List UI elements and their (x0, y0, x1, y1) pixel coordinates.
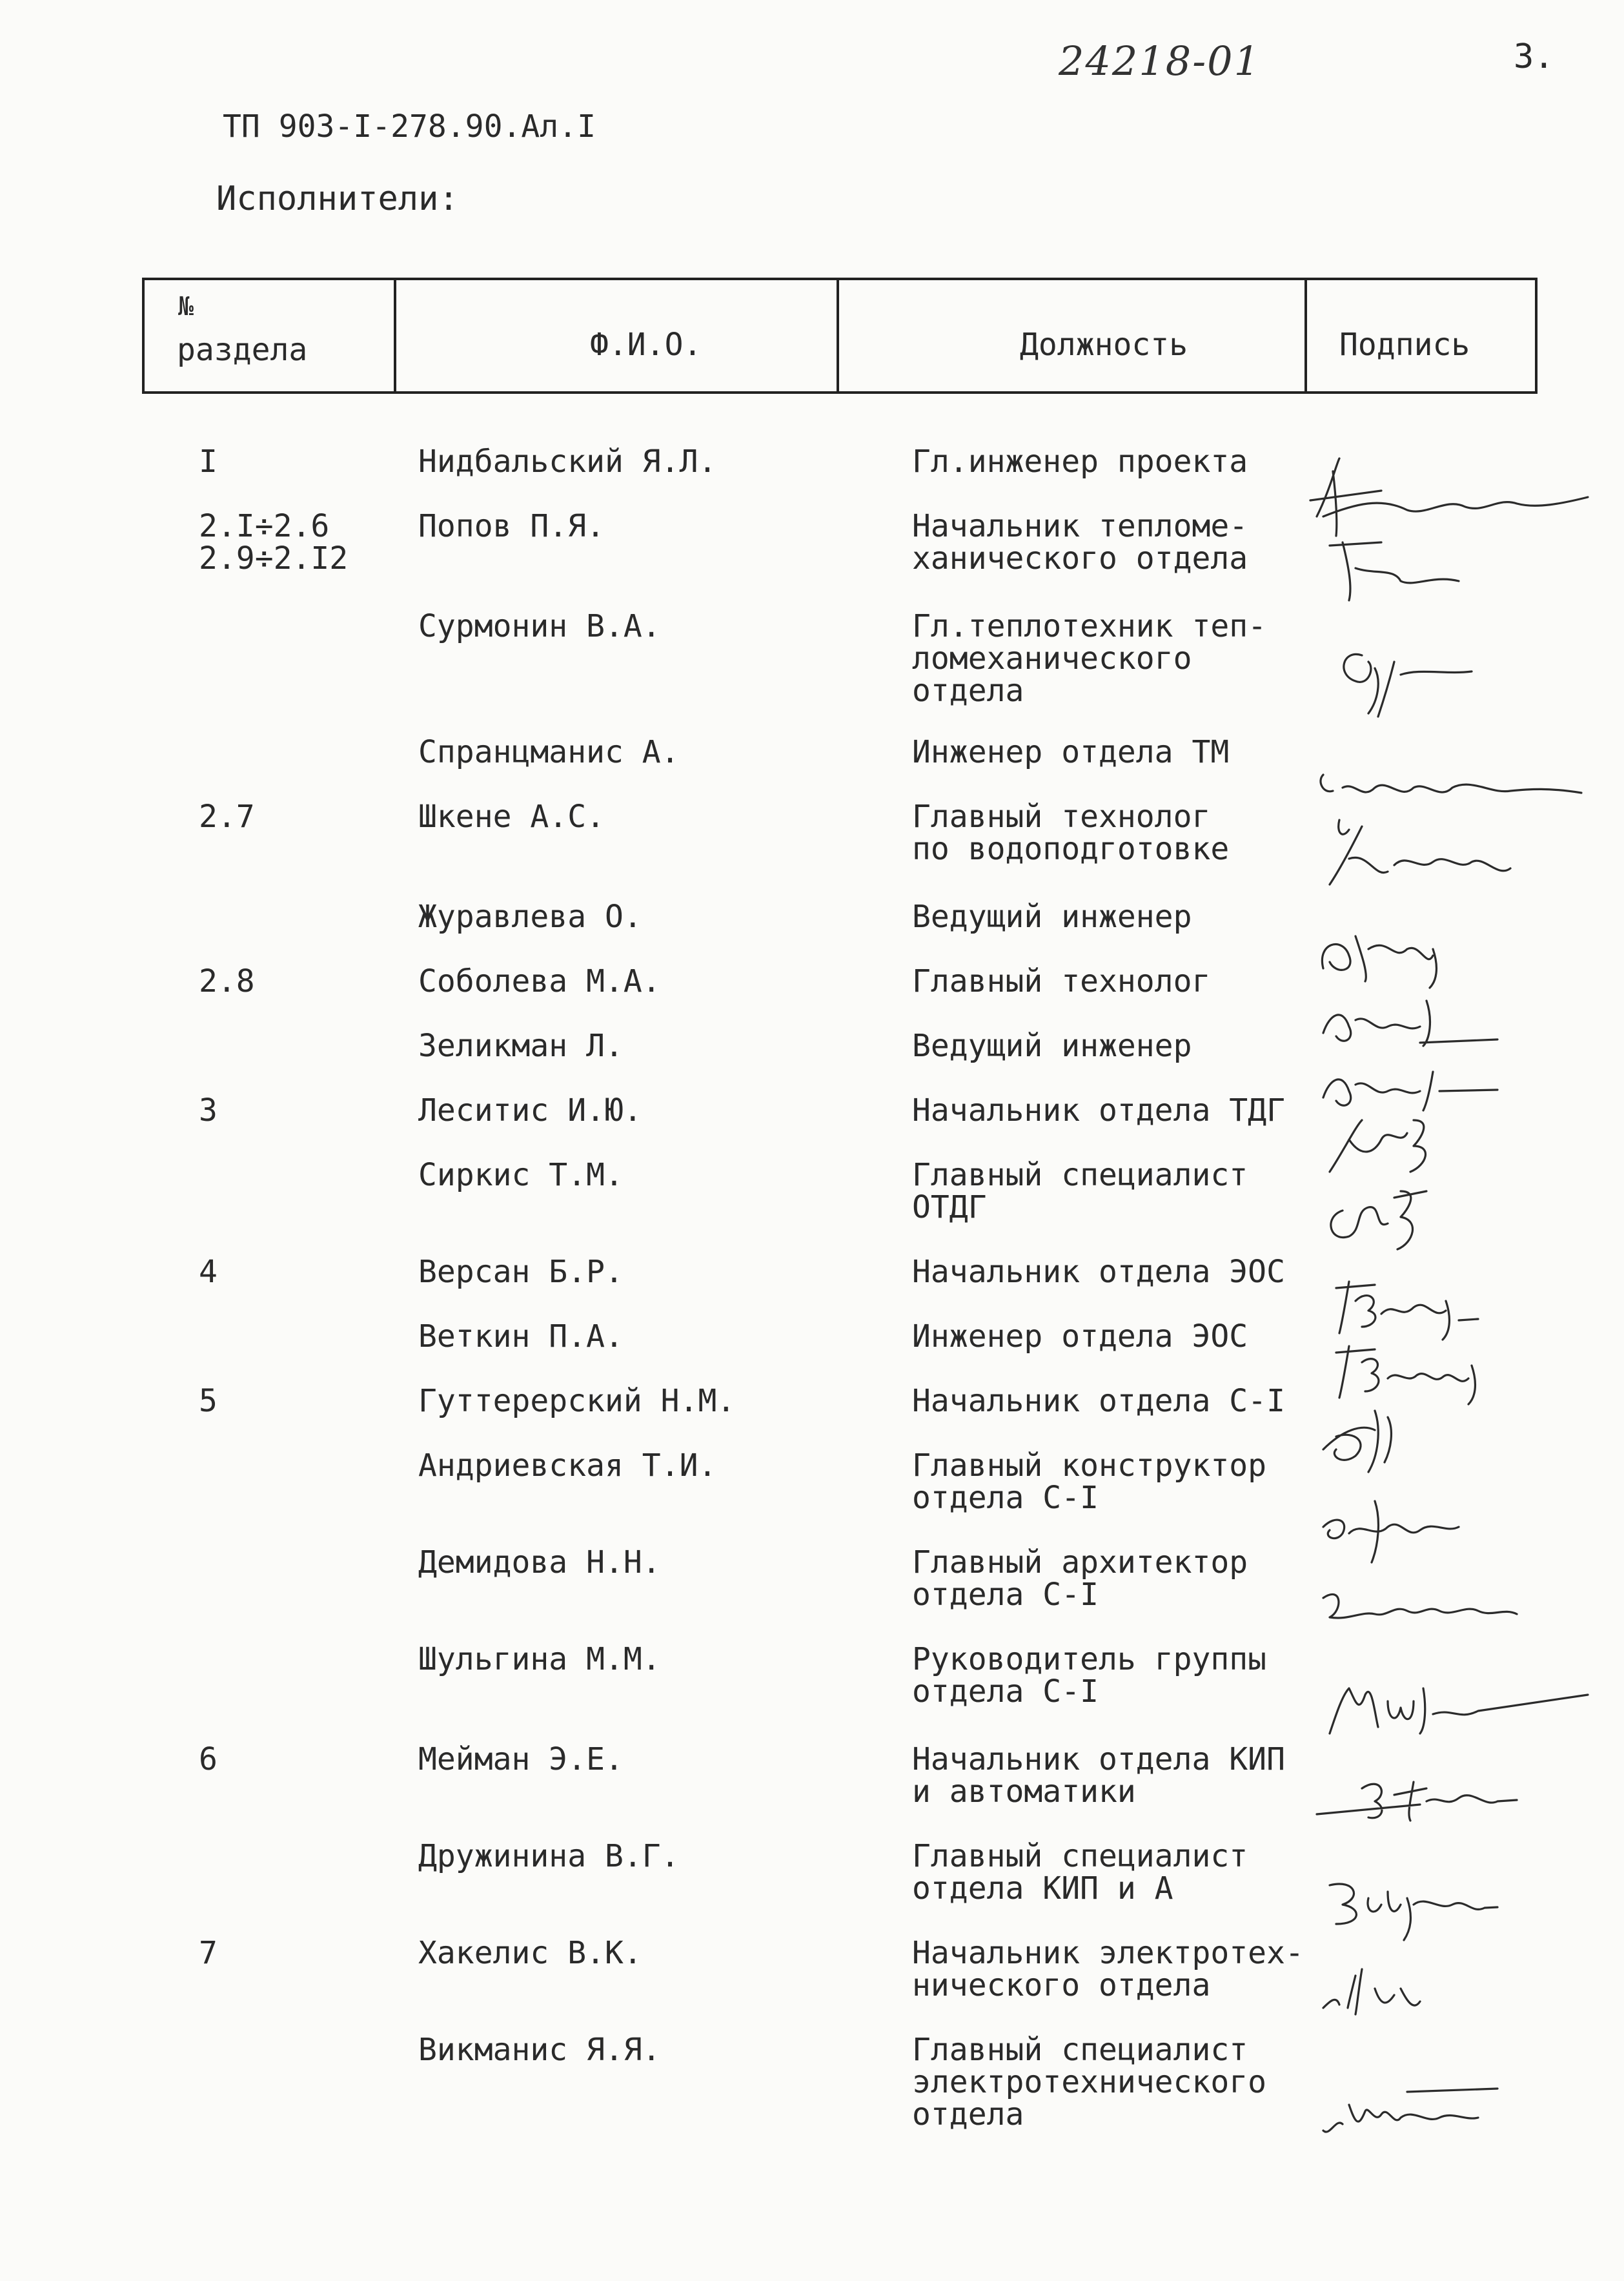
person-position: Гл.инженер проекта (912, 444, 1248, 480)
header-position-label: Должность (1020, 327, 1188, 363)
person-position: Ведущий инженер (912, 1028, 1192, 1064)
person-name: Сиркис Т.М. (418, 1157, 624, 1193)
person-position: Главный технолог (912, 963, 1211, 999)
person-name: Соболева М.А. (418, 963, 661, 999)
header-cell-name (394, 280, 837, 391)
person-name: Журавлева О. (418, 899, 642, 935)
signature (1304, 1359, 1601, 1449)
header-name-label: Ф.И.О. (590, 327, 702, 363)
person-position: Главный специалист электротехнического отдела (912, 2032, 1267, 2133)
signature (1304, 497, 1601, 588)
signature (1304, 604, 1601, 694)
header-signature-label: Подпись (1339, 327, 1470, 363)
section-number: 2.8 (199, 963, 255, 999)
person-position: Начальник отдела ЭОС (912, 1254, 1285, 1290)
person-name: Сурмонин В.А. (418, 608, 661, 644)
signature (1304, 1717, 1601, 1808)
section-number: 3 (199, 1092, 218, 1129)
signature (1304, 2034, 1601, 2124)
person-position: Главный технолог по водоподготовке (912, 799, 1230, 867)
person-position: Руководитель группы отдела С-I (912, 1641, 1267, 1710)
person-name: Леситис И.Ю. (418, 1092, 642, 1129)
person-position: Инженер отдела ТМ (912, 734, 1230, 770)
signature (1304, 1533, 1601, 1624)
person-position: Начальник электротех- нического отдела (912, 1935, 1304, 2003)
person-name: Мейман Э.Е. (418, 1741, 624, 1777)
person-position: Главный конструктор отдела С-I (912, 1447, 1267, 1516)
signature (1304, 1140, 1601, 1230)
person-position: Главный архитектор отдела С-I (912, 1544, 1248, 1613)
section-number: 2.7 (199, 799, 255, 835)
signature (1304, 1449, 1601, 1540)
section-number: 4 (199, 1254, 218, 1290)
person-position: Начальник тепломе- ханического отдела (912, 508, 1248, 577)
document-code: ТП 903-I-278.90.Ал.I (223, 108, 596, 145)
section-number: 2.I÷2.6 2.9÷2.I2 (199, 508, 349, 577)
person-name: Дружинина В.Г. (418, 1838, 680, 1874)
person-position: Начальник отдела С-I (912, 1383, 1285, 1419)
header-cell-position (837, 280, 1304, 391)
person-position: Начальник отдела КИП и автоматики (912, 1741, 1285, 1810)
person-position: Начальник отдела ТДГ (912, 1092, 1285, 1129)
section-number: 7 (199, 1935, 218, 1971)
person-name: Гуттерерский Н.М. (418, 1383, 736, 1419)
person-name: Демидова Н.Н. (418, 1544, 661, 1580)
person-name: Зеликман Л. (418, 1028, 624, 1064)
person-name: Веткин П.А. (418, 1318, 624, 1355)
header-cell-signature (1304, 280, 1538, 391)
signature (1304, 1827, 1601, 1918)
signature (1304, 1918, 1601, 2008)
person-name: Версан Б.Р. (418, 1254, 624, 1290)
person-position: Гл.теплотехник теп- ломеханического отдела (912, 608, 1267, 709)
person-name: Нидбальский Я.Л. (418, 444, 717, 480)
page-number: 3. (1514, 37, 1554, 76)
person-position: Инженер отдела ЭОС (912, 1318, 1248, 1355)
person-name: Викманис Я.Я. (418, 2032, 661, 2068)
person-name: Шульгина М.М. (418, 1641, 661, 1677)
header-section-label: раздела (177, 332, 308, 368)
person-name: Шкене А.С. (418, 799, 605, 835)
person-name: Андриевская Т.И. (418, 1447, 717, 1484)
table-header (142, 278, 1538, 394)
section-number: 5 (199, 1383, 218, 1419)
section-title: Исполнители: (216, 179, 459, 218)
person-name: Попов П.Я. (418, 508, 605, 544)
archive-number: 24218-01 (1059, 37, 1261, 85)
section-number: 6 (199, 1741, 218, 1777)
section-number: I (199, 444, 218, 480)
header-section-number-sign: № (178, 292, 194, 322)
signature (1304, 1630, 1601, 1721)
person-position: Главный специалист отдела КИП и А (912, 1838, 1248, 1907)
person-name: Хакелис В.К. (418, 1935, 642, 1971)
signature (1304, 420, 1601, 510)
person-position: Ведущий инженер (912, 899, 1192, 935)
signature (1304, 775, 1601, 865)
person-position: Главный специалист ОТДГ (912, 1157, 1248, 1225)
header-cell-section (145, 280, 394, 391)
person-name: Спранцманис А. (418, 734, 680, 770)
